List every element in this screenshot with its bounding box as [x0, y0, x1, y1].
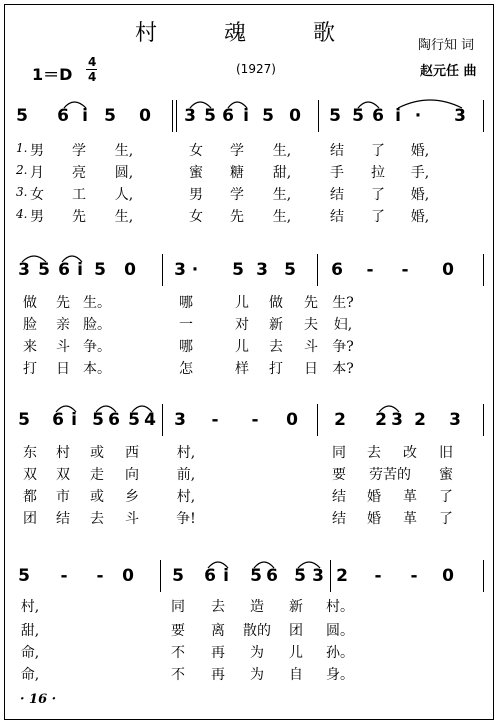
lyric-syllable: 男 — [30, 143, 44, 159]
note: 3 — [174, 410, 186, 430]
note: 6 — [372, 106, 384, 126]
lyric-syllable: 孙。 — [326, 645, 354, 661]
lyric-syllable: 结 — [332, 489, 346, 505]
lyric-syllable: 亲 — [56, 317, 70, 333]
lyric-syllable: 生? — [332, 295, 354, 311]
lyric-syllable: 妇, — [333, 317, 353, 333]
lyric-syllable: 生, — [114, 143, 134, 159]
notes-row — [0, 560, 500, 592]
lyric-syllable: 儿 — [289, 645, 303, 661]
note: 0 — [286, 410, 298, 430]
note: 3 — [312, 566, 324, 586]
lyric-syllable: 前, — [176, 467, 196, 483]
lyric-syllable: 新 — [289, 599, 303, 615]
lyric-syllable: 儿 — [235, 339, 249, 355]
lyric-syllable: 革 — [403, 489, 417, 505]
note: 5 — [18, 410, 30, 430]
lyric-syllable: 哪 — [179, 339, 193, 355]
lyric-syllable: 西 — [125, 445, 139, 461]
lyric-syllable: 自 — [289, 667, 303, 683]
lyric-syllable: 生, — [114, 209, 134, 225]
lyric-syllable: 了 — [439, 489, 453, 505]
lyric-syllable: 命, — [20, 667, 40, 683]
lyric-syllable: 生, — [272, 187, 292, 203]
lyric-syllable: 生, — [272, 143, 292, 159]
verse-number: 4. — [16, 207, 28, 221]
lyric-line — [0, 162, 500, 184]
lyric-syllable: 本。 — [83, 361, 111, 377]
lyric-syllable: 村 — [56, 445, 70, 461]
note: - — [96, 566, 104, 586]
note: 5 — [16, 106, 28, 126]
lyric-syllable: 蜜 — [189, 165, 203, 181]
lyric-syllable: 村, — [176, 489, 196, 505]
verse-number: 1. — [16, 141, 28, 155]
note: 3 — [184, 106, 196, 126]
lyric-syllable: 散的 — [243, 623, 271, 639]
lyric-syllable: 去 — [269, 339, 283, 355]
lyric-syllable: 一 — [179, 317, 193, 333]
note: 5 — [204, 106, 216, 126]
note: - — [366, 260, 374, 280]
lyric-syllable: 脸 — [23, 317, 37, 333]
lyric-syllable: 脸。 — [83, 317, 111, 333]
lyric-line — [0, 486, 500, 508]
note: 2 — [336, 566, 348, 586]
note: 0 — [122, 566, 134, 586]
note: 6 — [52, 410, 64, 430]
lyric-syllable: 新 — [269, 317, 283, 333]
lyric-syllable: 乡 — [125, 489, 139, 505]
lyric-syllable: 拉 — [371, 165, 385, 181]
notes-row — [0, 100, 500, 132]
barline — [162, 254, 163, 286]
lyric-syllable: 儿 — [235, 295, 249, 311]
lyric-syllable: 学 — [230, 187, 244, 203]
lyric-syllable: 离 — [211, 623, 225, 639]
note: 0 — [124, 260, 136, 280]
lyric-syllable: 要 — [332, 467, 346, 483]
note: 3 — [391, 410, 403, 430]
barline — [317, 254, 318, 286]
lyric-syllable: 结 — [330, 187, 344, 203]
note: 5 — [232, 260, 244, 280]
lyric-line — [0, 206, 500, 228]
lyric-syllable: 学 — [230, 143, 244, 159]
note: i — [243, 106, 249, 126]
note: 4 — [144, 410, 156, 430]
lyric-syllable: 糖 — [230, 165, 244, 181]
time-signature-bottom: 4 — [88, 70, 97, 84]
lyric-syllable: 甜, — [20, 623, 40, 639]
note: 2 — [375, 410, 387, 430]
lyric-syllable: 工 — [72, 187, 86, 203]
note: 2 — [414, 410, 426, 430]
lyric-syllable: 再 — [211, 645, 225, 661]
lyric-syllable: 学 — [72, 143, 86, 159]
notes-row — [0, 254, 500, 286]
note: i — [223, 566, 229, 586]
lyric-syllable: 斗 — [304, 339, 318, 355]
lyric-syllable: 村。 — [326, 599, 354, 615]
lyric-line — [0, 292, 500, 314]
lyric-syllable: 亮 — [72, 165, 86, 181]
time-signature-top: 4 — [88, 55, 97, 69]
lyric-syllable: 哪 — [179, 295, 193, 311]
note: 3 — [18, 260, 30, 280]
lyric-syllable: 村, — [20, 599, 40, 615]
lyric-syllable: 不 — [171, 645, 185, 661]
lyric-syllable: 打 — [23, 361, 37, 377]
lyric-syllable: 做 — [23, 295, 37, 311]
lyric-line — [0, 596, 500, 618]
lyric-line — [0, 464, 500, 486]
note: 5 — [352, 106, 364, 126]
note: i — [395, 106, 401, 126]
lyric-syllable: 女 — [189, 209, 203, 225]
lyric-syllable: 生, — [272, 209, 292, 225]
lyric-syllable: 斗 — [125, 511, 139, 527]
note: i — [82, 106, 88, 126]
lyric-syllable: 向 — [125, 467, 139, 483]
lyricist-credit: 陶行知 词 — [418, 38, 475, 53]
lyric-syllable: 先 — [230, 209, 244, 225]
note: - — [251, 410, 259, 430]
note: 5 — [92, 410, 104, 430]
lyric-syllable: 去 — [90, 511, 104, 527]
lyric-syllable: 甜, — [272, 165, 292, 181]
note: - — [401, 260, 409, 280]
lyric-syllable: 婚, — [410, 187, 430, 203]
note: 5 — [250, 566, 262, 586]
barline — [317, 404, 318, 436]
lyric-syllable: 蜜 — [439, 467, 453, 483]
lyric-syllable: 女 — [189, 143, 203, 159]
lyric-syllable: 了 — [371, 143, 385, 159]
note: 0 — [139, 106, 151, 126]
lyric-syllable: 都 — [23, 489, 37, 505]
note: 0 — [289, 106, 301, 126]
lyric-syllable: 样 — [235, 361, 249, 377]
barline — [483, 100, 484, 132]
note: 5 — [38, 260, 50, 280]
lyric-syllable: 婚, — [410, 143, 430, 159]
barline — [483, 254, 484, 286]
lyric-syllable: 同 — [171, 599, 185, 615]
lyric-syllable: 为 — [250, 667, 264, 683]
lyric-syllable: 日 — [56, 361, 70, 377]
composer-credit: 赵元任 曲 — [420, 64, 477, 79]
note: 6 — [57, 106, 69, 126]
note: - — [60, 566, 68, 586]
lyric-syllable: 先 — [56, 295, 70, 311]
lyric-syllable: 结 — [330, 209, 344, 225]
barline — [483, 404, 484, 436]
lyric-line — [0, 642, 500, 664]
note: 0 — [442, 566, 454, 586]
lyric-syllable: 双 — [56, 467, 70, 483]
lyric-syllable: 或 — [90, 489, 104, 505]
lyric-syllable: 婚 — [367, 511, 381, 527]
lyric-syllable: 争。 — [83, 339, 111, 355]
key-signature: 1＝D — [32, 65, 73, 84]
barline — [162, 404, 163, 436]
lyric-syllable: 先 — [304, 295, 318, 311]
note: 3 — [256, 260, 268, 280]
lyric-syllable: 去 — [211, 599, 225, 615]
lyric-line — [0, 664, 500, 686]
verse-number: 3. — [16, 185, 28, 199]
lyric-syllable: 怎 — [179, 361, 193, 377]
note: - — [211, 410, 219, 430]
lyric-syllable: 市 — [56, 489, 70, 505]
lyric-line — [0, 314, 500, 336]
barline — [483, 560, 484, 592]
note: 5 — [329, 106, 341, 126]
lyric-syllable: 团 — [23, 511, 37, 527]
note: 3 — [174, 260, 186, 280]
lyric-syllable: 女 — [30, 187, 44, 203]
note: - — [410, 566, 418, 586]
note: 5 — [18, 566, 30, 586]
lyric-syllable: 再 — [211, 667, 225, 683]
lyric-syllable: 了 — [371, 209, 385, 225]
lyric-line — [0, 442, 500, 464]
note: 5 — [94, 260, 106, 280]
lyric-syllable: 旧 — [439, 445, 453, 461]
lyric-syllable: 月 — [30, 165, 44, 181]
note: 5 — [128, 410, 140, 430]
lyric-line — [0, 336, 500, 358]
note: 5 — [104, 106, 116, 126]
lyric-syllable: 走 — [90, 467, 104, 483]
lyric-syllable: 同 — [332, 445, 346, 461]
lyric-syllable: 了 — [439, 511, 453, 527]
lyric-syllable: 结 — [332, 511, 346, 527]
lyric-syllable: 来 — [23, 339, 37, 355]
lyric-syllable: 本? — [332, 361, 354, 377]
lyric-syllable: 结 — [56, 511, 70, 527]
barline — [330, 560, 331, 592]
lyric-syllable: 要 — [171, 623, 185, 639]
lyric-syllable: 争! — [176, 511, 196, 527]
lyric-syllable: 打 — [269, 361, 283, 377]
note: 6 — [108, 410, 120, 430]
lyric-syllable: 或 — [90, 445, 104, 461]
lyric-syllable: 村, — [176, 445, 196, 461]
lyric-syllable: 双 — [23, 467, 37, 483]
note: 5 — [284, 260, 296, 280]
note: 3 — [454, 106, 466, 126]
note: 6 — [331, 260, 343, 280]
note: 5 — [172, 566, 184, 586]
lyric-syllable: 先 — [72, 209, 86, 225]
note: · — [414, 106, 422, 126]
lyric-syllable: 日 — [304, 361, 318, 377]
lyric-syllable: 圆, — [114, 165, 134, 181]
lyric-line — [0, 620, 500, 642]
lyric-line — [0, 508, 500, 530]
lyric-syllable: 争? — [332, 339, 354, 355]
song-title: 村 魂 歌 — [135, 21, 365, 46]
lyric-syllable: 东 — [23, 445, 37, 461]
barline — [318, 100, 319, 132]
lyric-syllable: 人, — [114, 187, 134, 203]
note: 6 — [204, 566, 216, 586]
lyric-syllable: 造 — [250, 599, 264, 615]
lyric-syllable: 了 — [371, 187, 385, 203]
lyric-syllable: 为 — [250, 645, 264, 661]
note: 6 — [222, 106, 234, 126]
note: - — [374, 566, 382, 586]
lyric-syllable: 劳苦的 — [369, 467, 411, 483]
lyric-syllable: 团 — [289, 623, 303, 639]
note: 5 — [294, 566, 306, 586]
lyric-syllable: 夫 — [304, 317, 318, 333]
note: · — [191, 260, 199, 280]
page-number: · 16 · — [20, 692, 57, 707]
note: 3 — [449, 410, 461, 430]
lyric-line — [0, 140, 500, 162]
note: i — [71, 410, 77, 430]
composition-year: (1927) — [236, 62, 276, 76]
lyric-syllable: 手, — [410, 165, 430, 181]
lyric-syllable: 身。 — [326, 667, 354, 683]
lyric-line — [0, 184, 500, 206]
verse-number: 2. — [16, 163, 28, 177]
lyric-syllable: 改 — [403, 445, 417, 461]
lyric-syllable: 斗 — [56, 339, 70, 355]
lyric-line — [0, 358, 500, 380]
lyric-syllable: 做 — [269, 295, 283, 311]
note: 5 — [262, 106, 274, 126]
lyric-syllable: 手 — [330, 165, 344, 181]
lyric-syllable: 婚, — [410, 209, 430, 225]
lyric-syllable: 不 — [171, 667, 185, 683]
note: 0 — [442, 260, 454, 280]
lyric-syllable: 男 — [30, 209, 44, 225]
note: 6 — [58, 260, 70, 280]
barline — [160, 560, 161, 592]
lyric-syllable: 生。 — [83, 295, 111, 311]
lyric-syllable: 对 — [235, 317, 249, 333]
note: 2 — [334, 410, 346, 430]
barline — [172, 100, 173, 132]
lyric-syllable: 革 — [403, 511, 417, 527]
lyric-syllable: 去 — [367, 445, 381, 461]
lyric-syllable: 结 — [330, 143, 344, 159]
lyric-syllable: 男 — [189, 187, 203, 203]
barline — [176, 100, 177, 132]
note: i — [77, 260, 83, 280]
lyric-syllable: 婚 — [367, 489, 381, 505]
lyric-syllable: 命, — [20, 645, 40, 661]
notes-row — [0, 404, 500, 436]
note: 6 — [266, 566, 278, 586]
lyric-syllable: 圆。 — [326, 623, 354, 639]
